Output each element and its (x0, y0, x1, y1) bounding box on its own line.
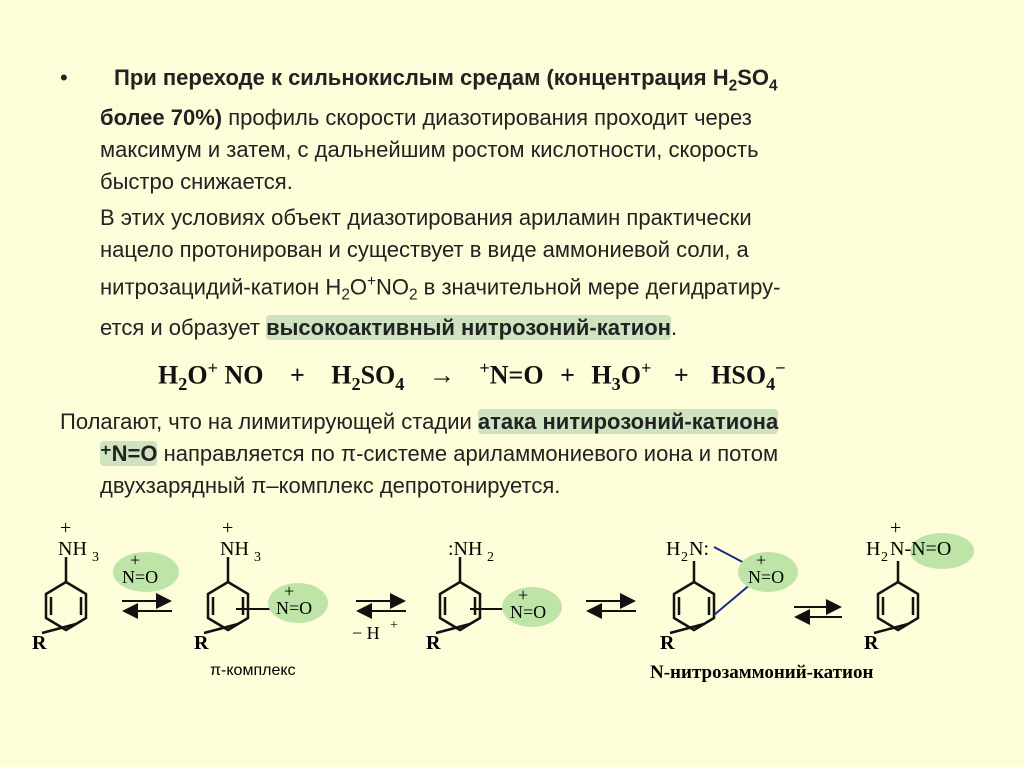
eq-t5-sup: − (775, 358, 786, 378)
bullet: • (60, 65, 68, 90)
structure-4-intermediate (650, 538, 873, 683)
s2-group: NH (220, 538, 249, 560)
p2-l3-sub2: 2 (409, 286, 418, 304)
p2-line1: В этих условиях объект диазотирования ариламин практически (100, 205, 752, 230)
p3-line3: двухзарядный π–комплекс депротонируется. (100, 473, 561, 498)
s4-group: H (666, 538, 681, 560)
eq-t4b: O (620, 360, 641, 390)
s4-group-b: N: (689, 538, 709, 560)
p1-bold-b: SO (737, 65, 769, 90)
p2-l3b: O (349, 274, 367, 300)
eq-plus1: + (289, 360, 305, 390)
s4-r: R (660, 632, 675, 654)
no1-text: N=O (122, 567, 159, 587)
eq-t2-sub: 2 (351, 373, 361, 394)
eq-t2: H (331, 360, 352, 390)
p3-line2 (60, 438, 1000, 470)
s5-plus: + (890, 517, 902, 539)
equilibrium-arrow-3 (586, 601, 636, 611)
equilibrium-arrow-2 (352, 601, 406, 643)
no4-text: N=O (748, 567, 785, 587)
p2-l3-sup: + (367, 273, 376, 290)
p1-line2 (60, 102, 980, 134)
p2-line4 (100, 312, 1000, 344)
p2-line3 (100, 266, 1000, 312)
s1-sub: 3 (92, 550, 99, 565)
p3-l2b: направляется по π-системе ариламмониевого иона и потом (157, 441, 779, 466)
p1-sub-2: 2 (728, 77, 738, 95)
eq-arrow: → (428, 360, 455, 390)
eq-t1-sub: 2 (178, 373, 188, 394)
p3-highlight-2: ⁺N=O (100, 441, 158, 466)
s5-group-b: N-N=O (890, 538, 952, 560)
eq-t1-sup: + (207, 358, 218, 378)
s4-label: N-нитрозаммоний-катион (650, 662, 874, 683)
paragraph-2 (100, 202, 1000, 344)
eq-t5-sub: 4 (766, 373, 776, 394)
eq-t2b: SO (360, 360, 396, 390)
s5-group: H (866, 538, 881, 560)
s2-label: π-комплекс (210, 662, 296, 679)
p2-l3a: нитрозацидий-катион H (100, 274, 342, 300)
no2-text: N=O (276, 598, 313, 618)
equilibrium-arrow-4 (794, 607, 842, 617)
eq-t1: H (158, 360, 179, 390)
s3-group: :NH (448, 538, 483, 560)
p2-l4end: . (670, 314, 678, 340)
minus-h: − H (352, 623, 380, 643)
eq-t3: N=O (489, 360, 544, 390)
p1-line4: быстро снижается. (100, 169, 293, 195)
p1-line3: максимум и затем, с дальнейшим ростом кислотности, скорость (100, 137, 759, 163)
p3-l1a: Полагают, что на лимитирующей стадии (60, 409, 478, 434)
s3-sub: 2 (487, 550, 494, 565)
reaction-scheme (0, 515, 1024, 767)
p2-l3-sub: 2 (341, 286, 350, 304)
minus-h-sup: + (390, 618, 398, 633)
s1-r: R (32, 632, 47, 654)
eq-plus3: + (673, 360, 689, 390)
eq-t4-sub: 3 (611, 373, 621, 394)
s1-plus: + (60, 517, 72, 539)
equation (158, 358, 786, 395)
p1-bold-c: более 70%) (100, 105, 223, 131)
eq-t4: H (591, 360, 612, 390)
paragraph-1 (60, 62, 980, 198)
eq-t3-sup: + (479, 358, 490, 378)
s3-r: R (426, 632, 441, 654)
s5-r: R (864, 632, 879, 654)
p1-sub-4: 4 (768, 77, 778, 95)
p2-l3d: в значительной мере дегидратиру- (417, 274, 781, 300)
p3-highlight-1: атака нитирозоний-катиона (477, 409, 779, 434)
no3-plus: + (518, 585, 529, 605)
s2-sub: 3 (254, 550, 261, 565)
paragraph-3 (60, 406, 1000, 502)
eq-t1b: O (187, 360, 208, 390)
s1-group: NH (58, 538, 87, 560)
equilibrium-arrow-1 (122, 601, 172, 611)
structure-3-aniline (426, 538, 562, 654)
structure-1-anilinium (32, 517, 99, 654)
no2-plus: + (284, 581, 295, 601)
no4-plus: + (756, 550, 767, 570)
p2-l3c: NO (376, 274, 409, 300)
eq-plus2: + (560, 360, 575, 390)
s2-plus: + (222, 517, 234, 539)
p3-line1 (60, 406, 1000, 438)
no1-plus: + (130, 550, 141, 570)
p1-rest2: профиль скорости диазотирования проходит через (222, 105, 752, 131)
structure-5-n-nitrosammonium (864, 517, 974, 654)
nitrosonium-1 (113, 550, 179, 592)
s2-r: R (194, 632, 209, 654)
eq-t2-sub4: 4 (395, 373, 405, 394)
no3-text: N=O (510, 602, 547, 622)
p2-l4a: ется и образует (100, 314, 267, 340)
eq-t1c: NO (217, 360, 264, 390)
p2-highlight: высокоактивный нитрозоний-катион (266, 314, 671, 340)
eq-t4-sup: + (640, 358, 652, 378)
p2-line2: нацело протонирован и существует в виде аммониевой соли, а (100, 237, 749, 262)
structure-2-pi-complex (194, 517, 328, 679)
eq-t5: HSO (711, 360, 767, 390)
p1-line1 (60, 62, 980, 102)
s5-sub: 2 (881, 550, 888, 565)
s4-sub: 2 (681, 550, 688, 565)
p1-bold-a: При переходе к сильнокислым средам (концентрация H (114, 65, 729, 90)
